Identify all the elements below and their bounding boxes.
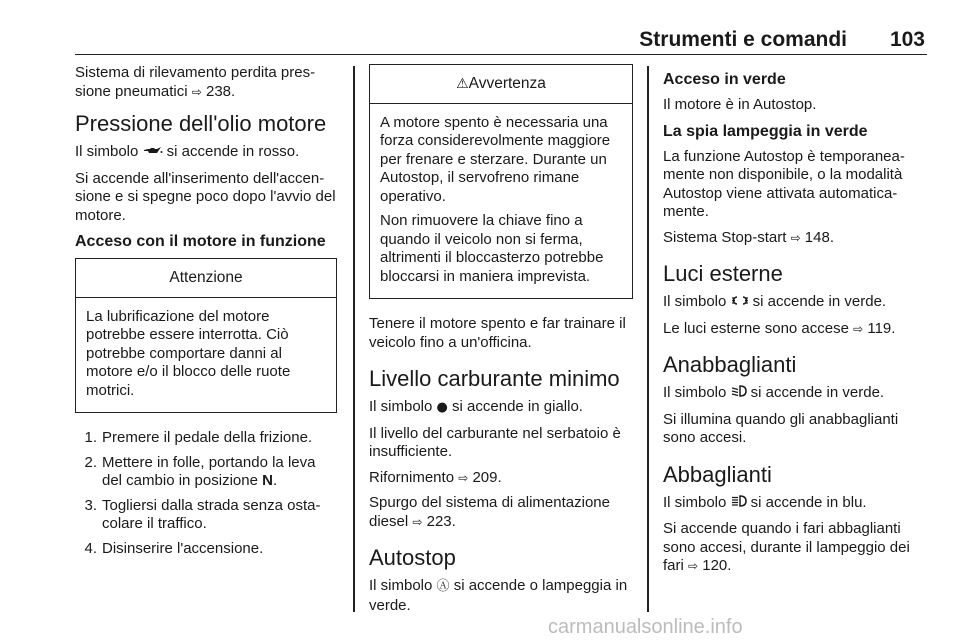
symbol-line: Il simbolo si accende in verde. <box>663 293 887 310</box>
column-3 <box>663 64 933 583</box>
subsection-title: Acceso con il motore in funzione <box>75 233 326 250</box>
chapter-title: Strumenti e comandi <box>639 28 847 51</box>
caution-box <box>75 258 337 413</box>
low-beam-icon <box>731 386 751 401</box>
page-reference[interactable]: 148. <box>804 228 834 246</box>
section-title: Luci esterne <box>663 261 783 286</box>
warning-header: ⚠Avvertenza <box>370 65 632 104</box>
ref-arrow-icon: ⇨ <box>412 514 423 529</box>
watermark: carmanualsonline.info <box>548 616 743 638</box>
reference-line: Rifornimento ⇨ 209. <box>369 468 502 486</box>
list-item: 4. Disinserire l'accensione. <box>84 539 264 557</box>
reference-line: Si accende quando i fari abbaglianti sono accesi, durante il lampeggio dei fari ⇨ 120. <box>663 520 910 574</box>
symbol-line: Il simbolo si accende in rosso. <box>75 143 300 160</box>
body-paragraph: Si illumina quando gli anabbaglianti sono accesi. <box>663 410 899 446</box>
ref-arrow-icon: ⇨ <box>458 470 469 485</box>
warning-text: Non rimuovere la chiave fino a quando il veicolo non si ferma, altrimenti il bloccasterzo potrebbe bloccarsi in maniera imprevista. <box>380 212 604 285</box>
warning-text: A motore spento è necessaria una forza considerevolmente maggiore per frenare e sterzare. Durante un Autostop, il servofreno rimane operativo. <box>380 113 611 205</box>
warning-triangle-icon: ⚠ <box>456 76 469 92</box>
symbol-line: Il simbolo ● si accende in giallo. <box>369 398 583 415</box>
steps-list <box>75 429 337 558</box>
subsection-title: La spia lampeggia in verde <box>663 122 868 140</box>
symbol-line: Il simbolo si accende in blu. <box>663 493 867 511</box>
warning-box <box>369 64 633 299</box>
page-reference[interactable]: 119. <box>867 319 896 337</box>
list-item: 1. Premere il pedale della frizione. <box>84 429 313 446</box>
symbol-line: Il simbolo Ⓐ si accende o lampeggia in verde. <box>369 577 628 614</box>
section-title: Pressione dell'olio motore <box>75 111 327 136</box>
column-divider <box>353 66 355 612</box>
section-title: Livello carburante minimo <box>369 366 620 391</box>
fuel-dot-icon: ● <box>436 400 448 415</box>
subsection-title: Acceso in verde <box>663 71 786 88</box>
reference-line: Le luci esterne sono accese ⇨ 119. <box>663 319 896 337</box>
page-reference[interactable]: 120. <box>702 557 732 574</box>
body-paragraph: Il livello del carburante nel serbatoio è insufficiente. <box>369 424 621 460</box>
column-2 <box>369 64 633 622</box>
page-reference[interactable]: 223. <box>426 512 456 530</box>
body-paragraph: La funzione Autostop è temporanea-mente non disponibile, o la modalità Autostop viene attivata automatica-mente. <box>663 147 905 220</box>
intro-paragraph: Sistema di rilevamento perdita pres-sione pneumatici ⇨ 238. <box>75 64 316 100</box>
exterior-lights-icon <box>731 295 753 310</box>
list-item: 2. Mettere in folle, portando la leva del cambio in posizione N. <box>84 453 316 489</box>
section-title: Abbaglianti <box>663 461 772 487</box>
section-title: Anabbaglianti <box>663 352 797 377</box>
oil-can-icon <box>143 145 167 160</box>
autostop-icon: Ⓐ <box>436 579 450 594</box>
high-beam-icon <box>731 496 751 511</box>
ref-arrow-icon: ⇨ <box>853 321 864 336</box>
page-number: 103 <box>889 28 925 51</box>
page-header <box>75 24 927 55</box>
caution-header: Attenzione <box>76 259 336 298</box>
section-title: Autostop <box>369 545 456 570</box>
body-paragraph: Il motore è in Autostop. <box>663 96 817 113</box>
caution-text: La lubrificazione del motore potrebbe essere interrotta. Ciò potrebbe comportare danni al motore e/o il blocco delle ruote motrici. <box>86 307 291 399</box>
reference-line: Spurgo del sistema di alimentazione diesel ⇨ 223. <box>369 494 610 530</box>
body-paragraph: Tenere il motore spento e far trainare il veicolo fino a un'officina. <box>369 315 626 351</box>
ref-arrow-icon: ⇨ <box>790 230 801 245</box>
symbol-line: Il simbolo si accende in verde. <box>663 384 885 401</box>
column-divider <box>647 66 649 612</box>
page-reference[interactable]: 238. <box>205 82 236 100</box>
body-paragraph: Si accende all'inserimento dell'accen-sione e si spegne poco dopo l'avvio del motore. <box>75 169 336 224</box>
ref-arrow-icon: ⇨ <box>191 84 202 99</box>
ref-arrow-icon: ⇨ <box>688 559 699 573</box>
page-reference[interactable]: 209. <box>472 468 502 486</box>
list-item: 3. Togliersi dalla strada senza osta-colare il traffico. <box>84 496 321 532</box>
reference-line: Sistema Stop-start ⇨ 148. <box>663 228 834 246</box>
column-1 <box>75 64 337 564</box>
